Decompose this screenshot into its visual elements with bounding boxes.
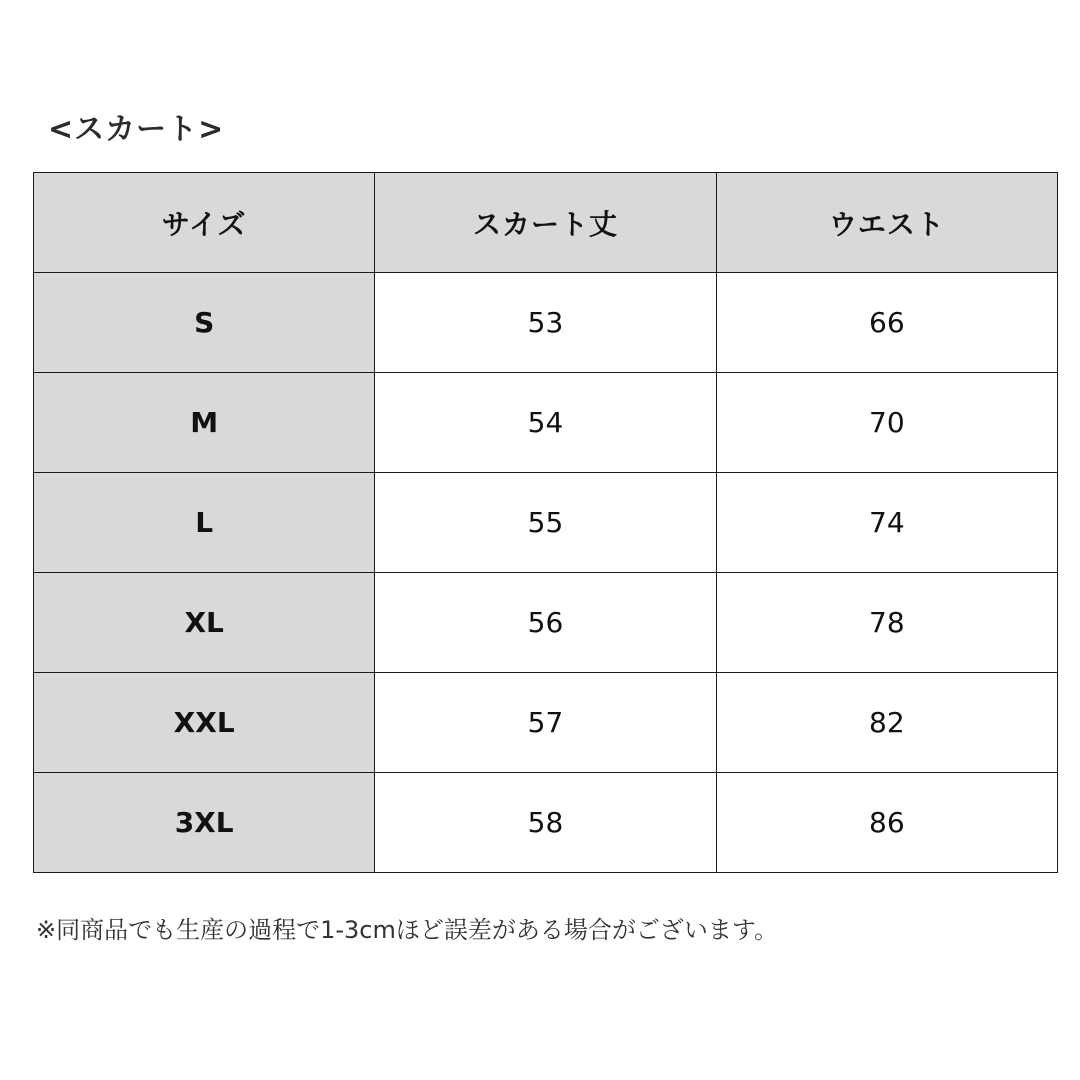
length-cell: 53 xyxy=(375,273,716,373)
table-row xyxy=(34,273,1058,373)
length-cell: 57 xyxy=(375,673,716,773)
table-row xyxy=(34,473,1058,573)
measurement-note: ※同商品でも生産の過程で1-3cmほど誤差がある場合がございます。 xyxy=(36,916,778,944)
waist-cell: 82 xyxy=(716,673,1057,773)
section-title: <スカート> xyxy=(48,112,225,147)
size-chart-table xyxy=(33,172,1058,873)
length-cell: 55 xyxy=(375,473,716,573)
size-cell: S xyxy=(34,273,375,373)
table-row xyxy=(34,573,1058,673)
waist-cell: 70 xyxy=(716,373,1057,473)
waist-cell: 74 xyxy=(716,473,1057,573)
header-skirt-length: スカート丈 xyxy=(375,173,716,273)
table-header-row xyxy=(34,173,1058,273)
length-cell: 58 xyxy=(375,773,716,873)
size-cell: L xyxy=(34,473,375,573)
table-row xyxy=(34,673,1058,773)
size-cell: 3XL xyxy=(34,773,375,873)
table-row xyxy=(34,373,1058,473)
waist-cell: 86 xyxy=(716,773,1057,873)
length-cell: 56 xyxy=(375,573,716,673)
length-cell: 54 xyxy=(375,373,716,473)
size-cell: XXL xyxy=(34,673,375,773)
waist-cell: 78 xyxy=(716,573,1057,673)
waist-cell: 66 xyxy=(716,273,1057,373)
table-row xyxy=(34,773,1058,873)
size-cell: XL xyxy=(34,573,375,673)
header-waist: ウエスト xyxy=(716,173,1057,273)
size-cell: M xyxy=(34,373,375,473)
header-size: サイズ xyxy=(34,173,375,273)
